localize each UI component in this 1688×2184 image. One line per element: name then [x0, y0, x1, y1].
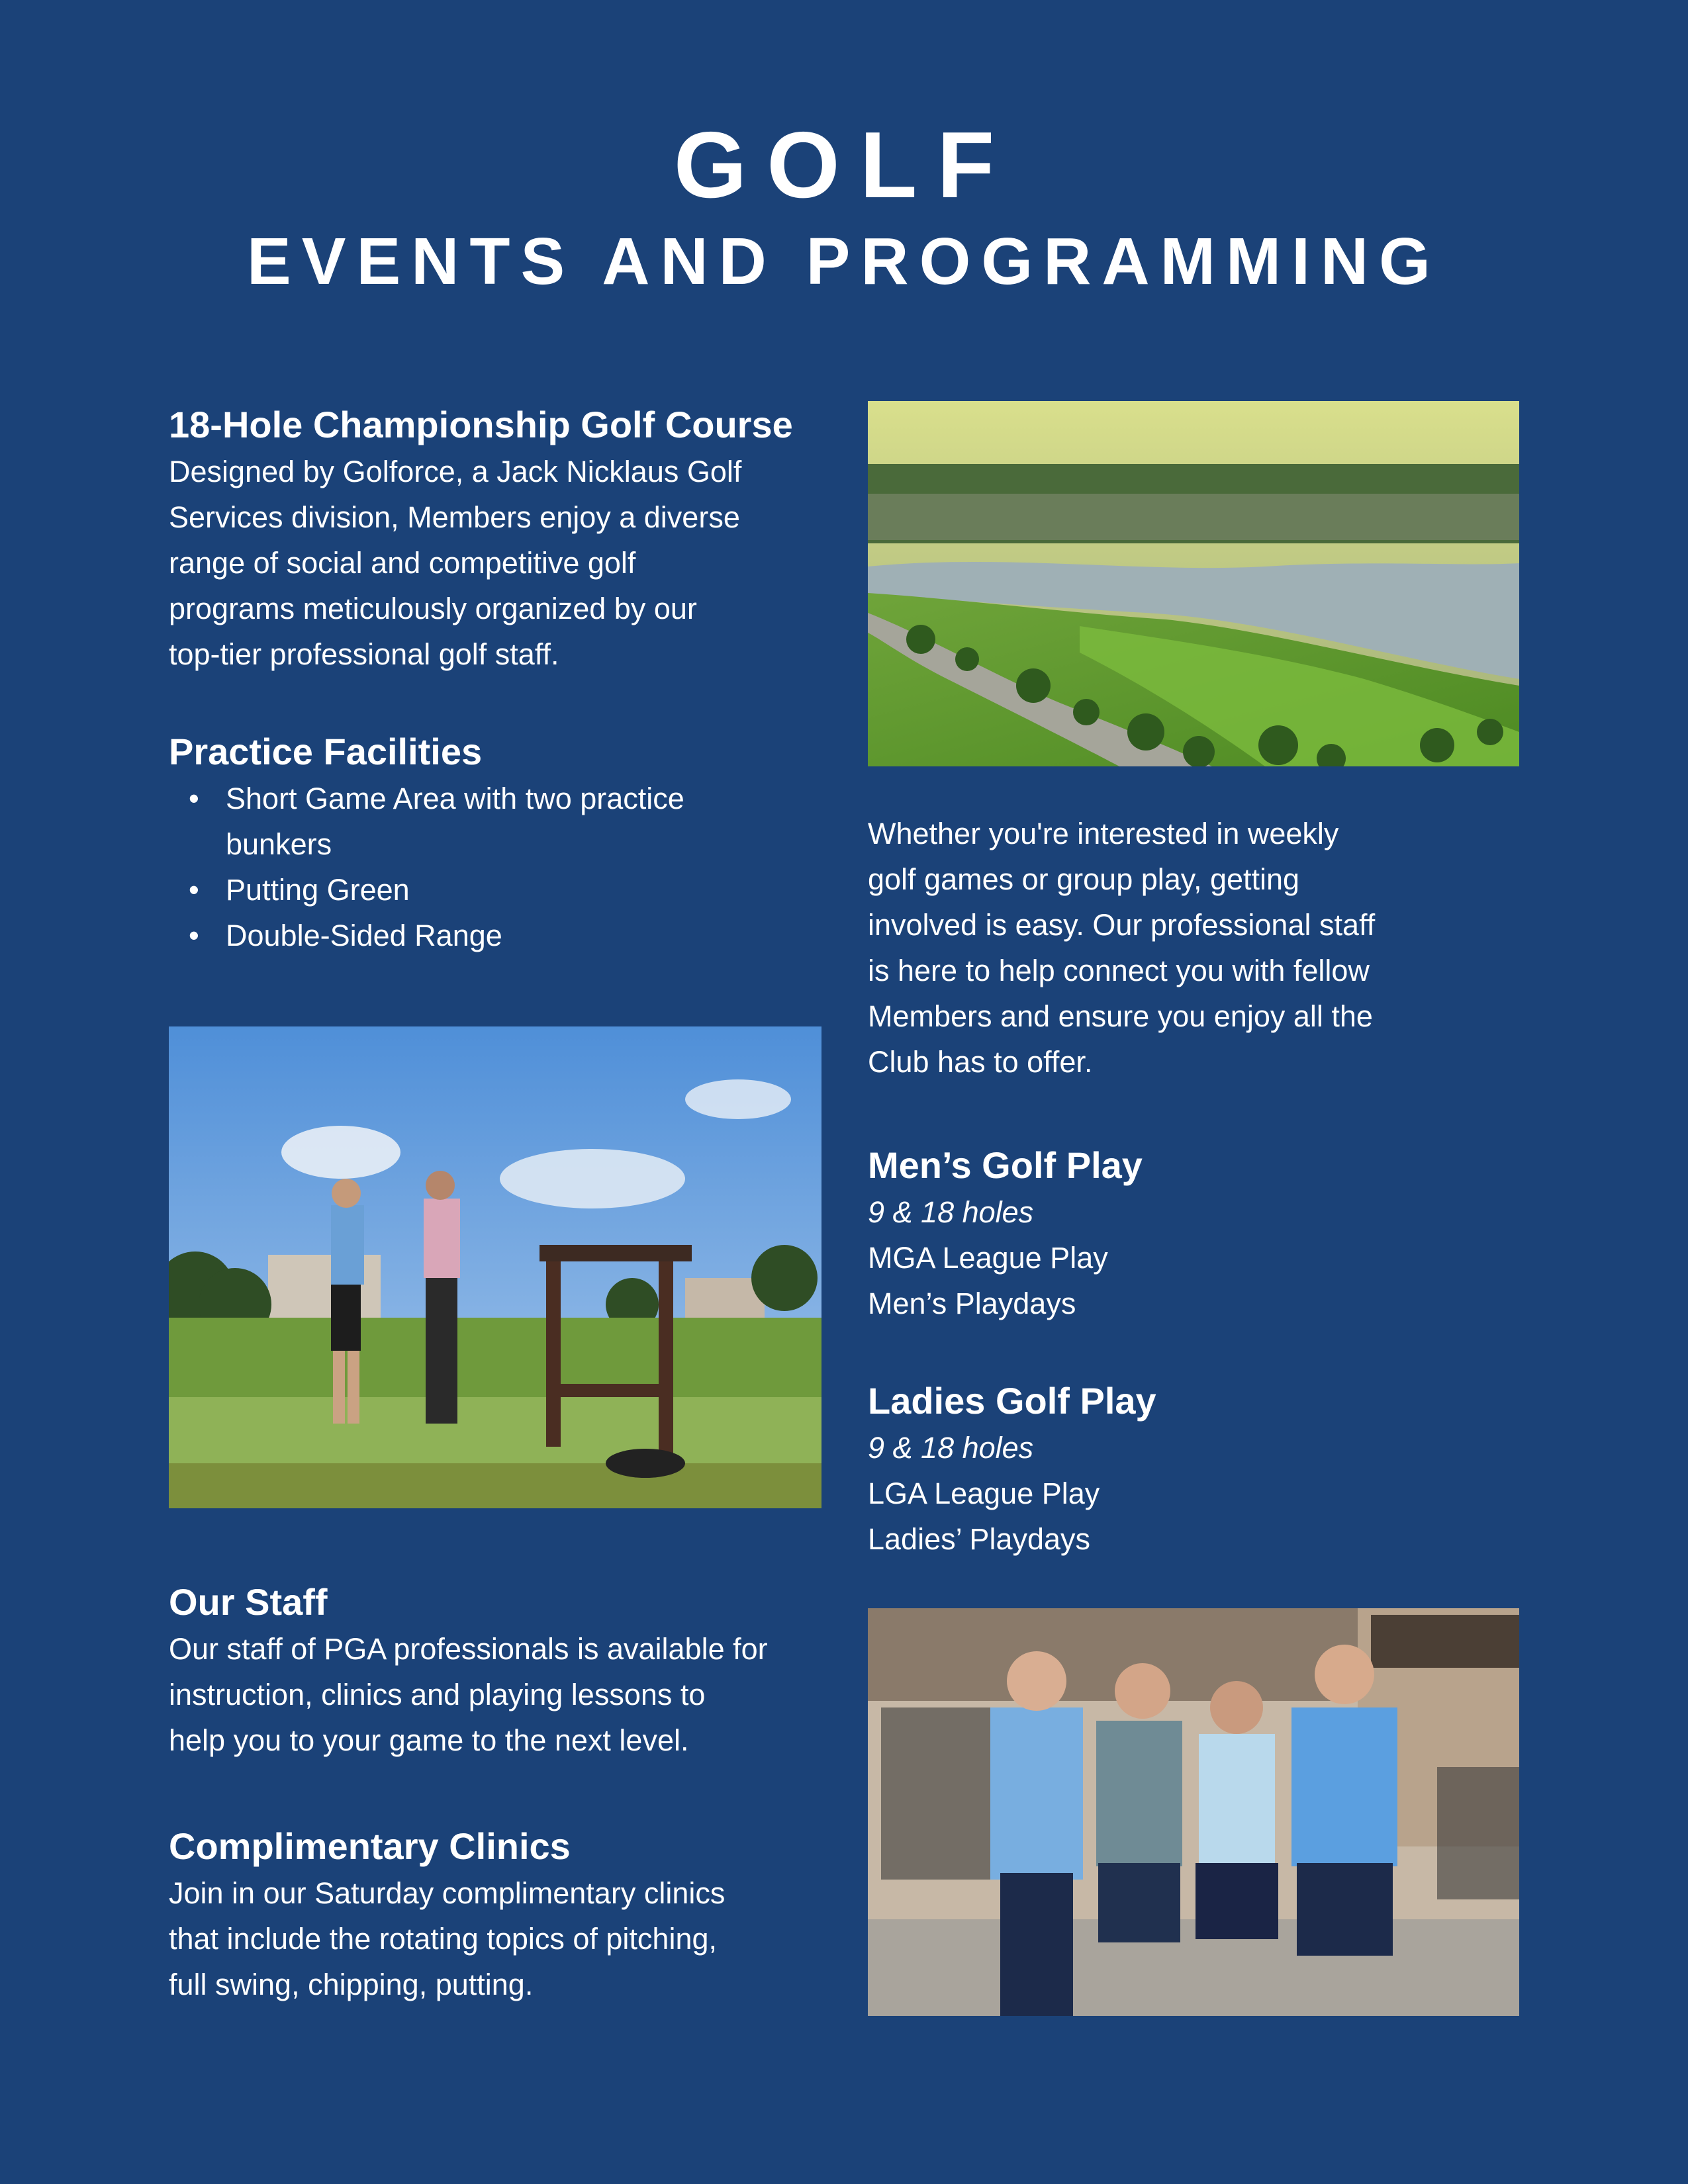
intro-line: Members and ensure you enjoy all the: [868, 999, 1373, 1033]
mens-section: [868, 1142, 1517, 1326]
ladies-heading: Ladies Golf Play: [868, 1380, 1156, 1422]
ladies-line: LGA League Play: [868, 1477, 1100, 1510]
staff-section: [169, 1578, 844, 1763]
list-item: [226, 913, 831, 958]
list-item-text: bunkers: [226, 827, 332, 861]
intro-line: Whether you're interested in weekly: [868, 817, 1339, 850]
page-subtitle: EVENTS AND PROGRAMMING: [247, 224, 1441, 298]
clinics-section: [169, 1823, 844, 2007]
list-item-text: • Putting Green: [226, 873, 410, 907]
clinics-line: that include the rotating topics of pitching,: [169, 1922, 718, 1956]
intro-line: involved is easy. Our professional staff: [868, 908, 1376, 942]
mens-holes: 9 & 18 holes: [868, 1195, 1034, 1229]
aerial-course-photo: [868, 401, 1519, 766]
ladies-line: Ladies’ Playdays: [868, 1522, 1091, 1556]
list-item-text: • Short Game Area with two practice: [226, 782, 684, 815]
clinics-line: Join in our Saturday complimentary clinics: [169, 1876, 726, 1910]
course-line: range of social and competitive golf: [169, 546, 636, 580]
intro-line: is here to help connect you with fellow: [868, 954, 1370, 987]
mens-heading: Men’s Golf Play: [868, 1144, 1143, 1186]
list-item-text: • Double-Sided Range: [226, 919, 502, 952]
course-line: top-tier professional golf staff.: [169, 637, 559, 671]
course-line: Services division, Members enjoy a diverse: [169, 500, 740, 534]
practice-list: [169, 776, 831, 958]
ladies-section: [868, 1377, 1517, 1562]
staff-line: help you to your game to the next level.: [169, 1723, 689, 1757]
ladies-holes: 9 & 18 holes: [868, 1431, 1034, 1465]
course-line: programs meticulously organized by our: [169, 592, 697, 625]
staff-line: Our staff of PGA professionals is available for: [169, 1632, 768, 1666]
staff-heading: Our Staff: [169, 1581, 328, 1623]
course-description: [169, 449, 831, 677]
mens-line: Men’s Playdays: [868, 1287, 1076, 1320]
course-heading: 18-Hole Championship Golf Course: [169, 404, 793, 445]
intro-line: golf games or group play, getting: [868, 862, 1300, 896]
staff-line: instruction, clinics and playing lessons to: [169, 1678, 706, 1711]
course-line: Designed by Golforce, a Jack Nicklaus Golf: [169, 455, 742, 488]
intro-line: Club has to offer.: [868, 1045, 1093, 1079]
clinics-line: full swing, chipping, putting.: [169, 1968, 534, 2001]
course-section: [169, 401, 831, 677]
practice-heading: Practice Facilities: [169, 731, 483, 772]
intro-section: [868, 811, 1517, 1085]
mens-line: MGA League Play: [868, 1241, 1108, 1275]
members-group-photo: [868, 1608, 1519, 2016]
practice-section: [169, 728, 831, 958]
page-title: GOLF: [673, 113, 1015, 218]
list-item: [226, 776, 831, 867]
clinics-heading: Complimentary Clinics: [169, 1825, 571, 1867]
list-item: [226, 867, 831, 913]
practice-range-photo: [169, 1026, 821, 1508]
